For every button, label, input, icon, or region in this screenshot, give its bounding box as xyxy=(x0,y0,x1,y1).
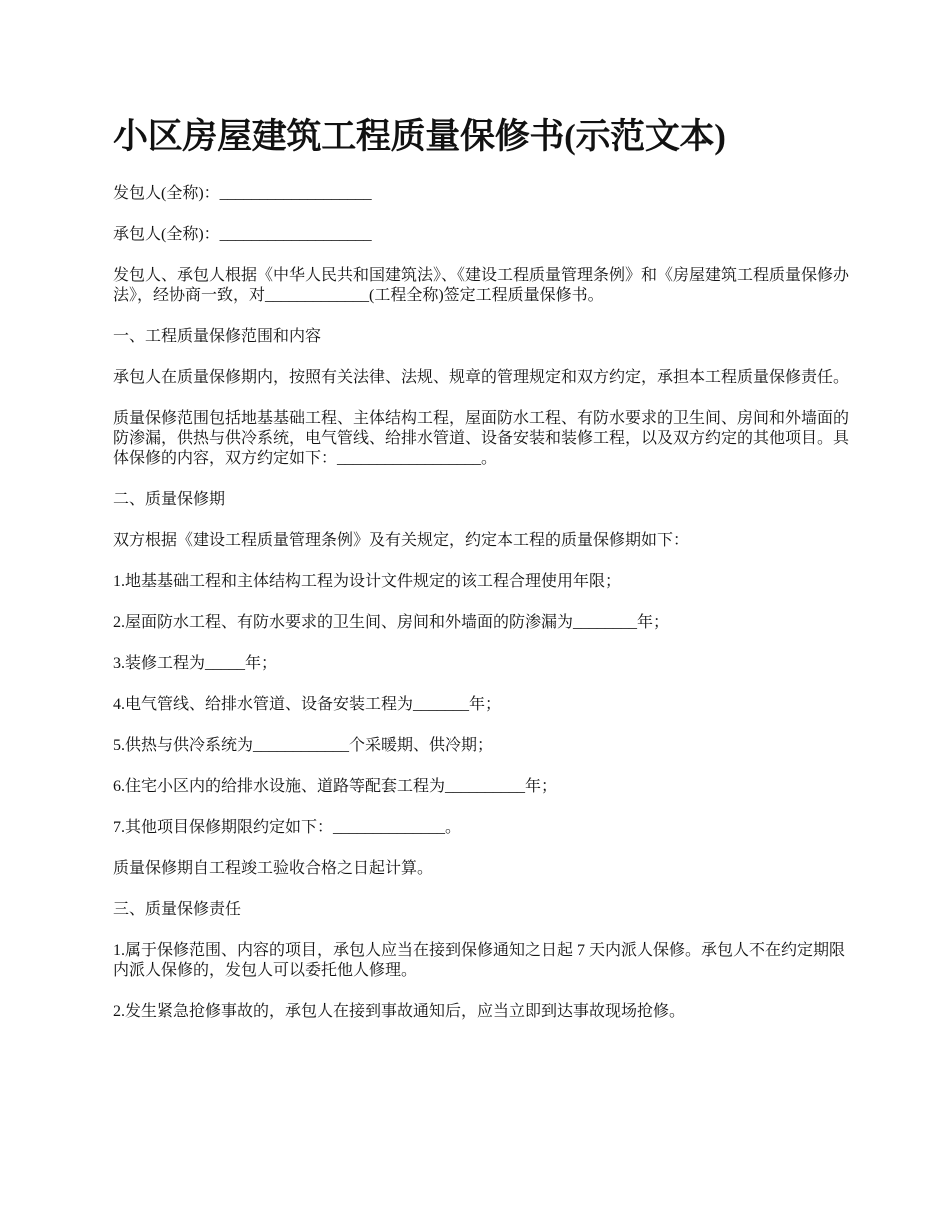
period-item-3: 3.装修工程为_____年； xyxy=(113,655,278,672)
scope-paragraph-range: 质量保修范围包括地基基础工程、主体结构工程，屋面防水工程、有防水要求的卫生间、房间和外墙面的防渗漏，供热与供冷系统，电气管线、给排水管道、设备安装和装修工程，以及双方约定的其他项目。具体保修的内容，双方约定如下：__________________。 xyxy=(113,410,850,467)
period-item-5: 5.供热与供冷系统为____________个采暖期、供冷期； xyxy=(113,737,494,754)
intro-paragraph: 发包人、承包人根据《中华人民共和国建筑法》、《建设工程质量管理条例》和《房屋建筑工程质量保修办法》，经协商一致，对_____________(工程全称)签定工程质量保修书。 xyxy=(113,267,850,304)
document-page xyxy=(113,108,853,1043)
period-intro-paragraph: 双方根据《建设工程质量管理条例》及有关规定，约定本工程的质量保修期如下： xyxy=(113,532,690,549)
period-item-4: 4.电气管线、给排水管道、设备安装工程为_______年； xyxy=(113,696,502,713)
employer-name-line: 发包人(全称)：___________________ xyxy=(113,185,372,202)
section-heading-scope: 一、工程质量保修范围和内容 xyxy=(113,328,322,345)
section-heading-period: 二、质量保修期 xyxy=(113,491,226,508)
scope-paragraph-responsibility: 承包人在质量保修期内，按照有关法律、法规、规章的管理规定和双方约定，承担本工程质量保修责任。 xyxy=(113,369,850,386)
responsibility-item-2: 2.发生紧急抢修事故的，承包人在接到事故通知后，应当立即到达事故现场抢修。 xyxy=(113,1003,686,1020)
section-heading-responsibility: 三、质量保修责任 xyxy=(113,901,242,918)
period-start-paragraph: 质量保修期自工程竣工验收合格之日起计算。 xyxy=(113,860,434,877)
period-item-1: 1.地基基础工程和主体结构工程为设计文件规定的该工程合理使用年限； xyxy=(113,573,622,590)
contractor-name-line: 承包人(全称)：___________________ xyxy=(113,226,372,243)
responsibility-item-1: 1.属于保修范围、内容的项目，承包人应当在接到保修通知之日起 7 天内派人保修。承包人不在约定期限内派人保修的，发包人可以委托他人修理。 xyxy=(113,942,846,979)
period-item-6: 6.住宅小区内的给排水设施、道路等配套工程为__________年； xyxy=(113,778,558,795)
period-item-2: 2.屋面防水工程、有防水要求的卫生间、房间和外墙面的防渗漏为________年； xyxy=(113,614,670,631)
period-item-7: 7.其他项目保修期限约定如下：______________。 xyxy=(113,819,462,836)
document-title: 小区房屋建筑工程质量保修书(示范文本) xyxy=(113,117,726,156)
